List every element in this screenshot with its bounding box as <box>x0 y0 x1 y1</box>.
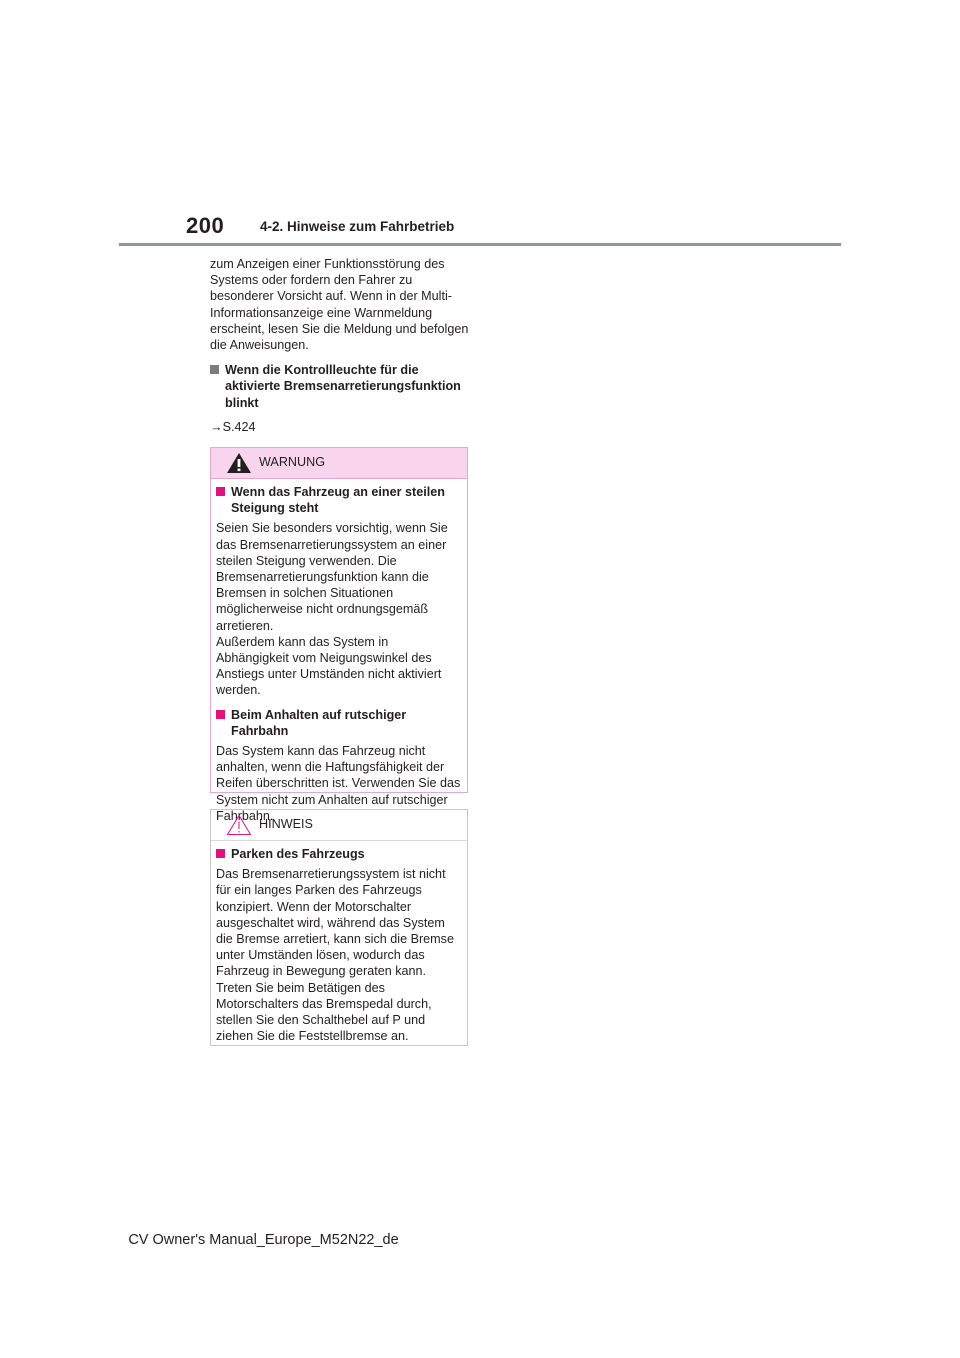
notice-box-body <box>211 846 467 1044</box>
warning-box <box>210 447 468 823</box>
page-number: 200 <box>186 213 225 238</box>
warning-subheading-1-text: Wenn das Fahrzeug an einer steilen Steigung steht <box>231 485 445 516</box>
warning-box-body <box>211 484 467 824</box>
bullet-square-icon <box>216 849 225 858</box>
warning-subheading-2-text: Beim Anhalten auf rutschiger Fahrbahn <box>231 707 407 738</box>
notice-subheading-1-text: Parken des Fahrzeugs <box>231 847 365 861</box>
warning-subheading-1 <box>216 484 462 516</box>
page-reference[interactable]: →S.424 <box>210 419 256 434</box>
subheading-text: Wenn die Kontrollleuchte für die aktivierte Bremsenarretierungsfunktion blinkt <box>225 363 461 410</box>
subheading <box>210 362 472 411</box>
notice-box-header <box>211 810 467 841</box>
main-column <box>210 256 472 435</box>
caution-triangle-icon <box>226 814 252 836</box>
warning-text-2: Das System kann das Fahrzeug nicht anhalten, wenn die Haftungsfähigkeit der Reifen überschritten ist. Verwenden Sie das System nicht zum Anhalten auf rutschiger Fahrbahn. <box>216 744 461 823</box>
notice-box <box>210 809 468 1046</box>
warning-box-header <box>211 448 467 479</box>
warning-text-1b: Außerdem kann das System in Abhängigkeit vom Neigungswinkel des Anstiegs unter Umständen nicht aktiviert werden. <box>216 634 442 698</box>
notice-subheading-1 <box>216 846 462 862</box>
notice-title: HINWEIS <box>259 817 313 831</box>
page-footer: CV Owner's Manual_Europe_M52N22_de <box>128 1232 399 1248</box>
warning-subheading-2 <box>216 707 462 739</box>
section-title: 4-2. Hinweise zum Fahrbetrieb <box>260 219 455 234</box>
warning-triangle-icon <box>226 452 252 474</box>
intro-paragraph: zum Anzeigen einer Funktionsstörung des Systems oder fordern den Fahrer zu besonderer Vorsicht auf. Wenn in der Multi-Informationsanzeige eine Warnmeldung erscheint, lesen Sie die Meldung und befolgen die Anweisungen. <box>210 257 469 353</box>
warning-title: WARNUNG <box>259 455 325 469</box>
header-rule <box>119 243 841 246</box>
bullet-square-icon <box>216 710 225 719</box>
notice-text-1: Das Bremsenarretierungssystem ist nicht für ein langes Parken des Fahrzeugs konzipiert. Wenn der Motorschalter ausgeschaltet wird, während das System die Bremse arretiert, kann sich die Bremse unter Umständen lösen, wodurch das Fahrzeug in Bewegung geraten kann. Treten Sie beim Betätigen des Motorschalters das Bremspedal durch, stellen Sie den Schalthebel auf P und ziehen Sie die Feststellbremse an. <box>216 867 454 1044</box>
bullet-square-icon <box>216 487 225 496</box>
bullet-square-icon <box>210 365 219 374</box>
page-header <box>0 0 960 250</box>
warning-text-1: Seien Sie besonders vorsichtig, wenn Sie das Bremsenarretierungssystem an einer steilen Steigung verwenden. Die Bremsenarretierungsfunktion kann die Bremsen in solchen Situationen möglicherweise nicht ordnungsgemäß arretieren. <box>216 521 448 633</box>
